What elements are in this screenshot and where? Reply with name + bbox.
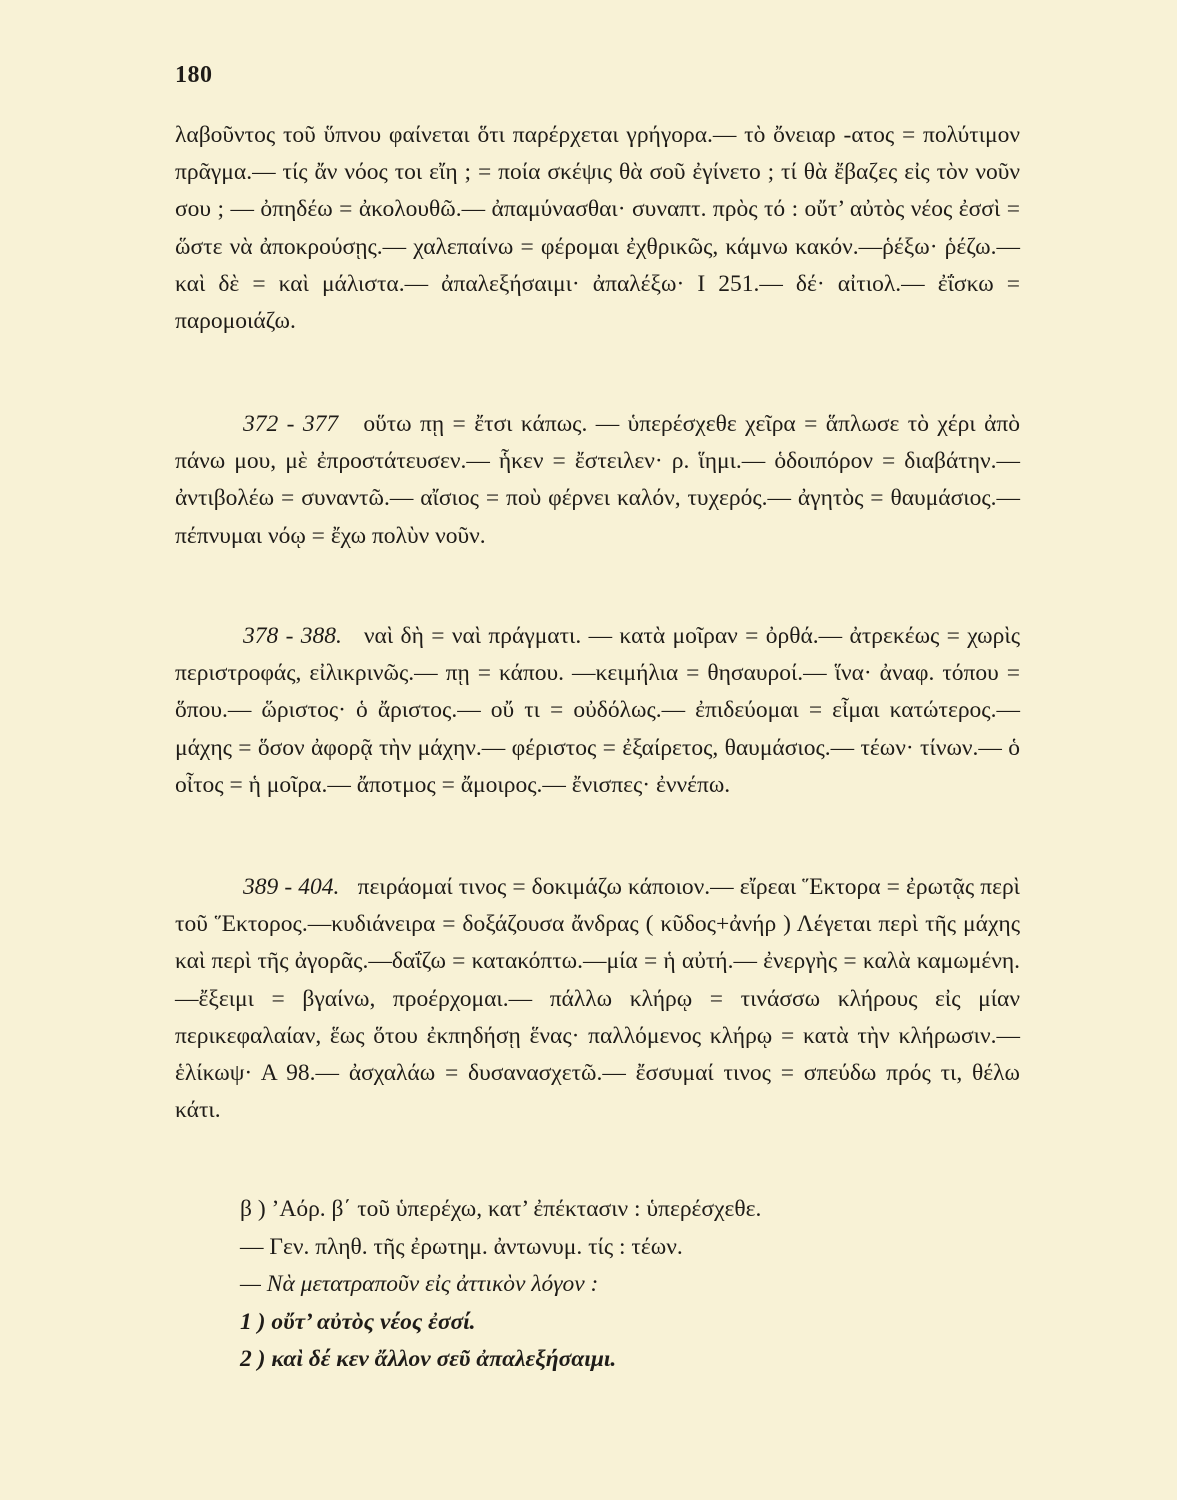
paragraph-text: πειράομαί τινος = δοκιμάζω κάποιον.— εἴρεαι Ἕκτορα = ἐρωτᾷς περὶ τοῦ Ἕκτορος.—κυδιάνειρα = δοξάζουσα ἄνδρας ( κῦδος+ἀνήρ ) Λέγεται περὶ τῆς μάχης καὶ περὶ τῆς ἀγορᾶς.—δαΐζω = κατακόπτω.—μία = ἡ αὐτή.— ἐνεργὴς = καλὰ καμωμένη. —ἔξειμι = βγαίνω, προέρχομαι.— πάλλω κλήρῳ = τινάσσω κλήρους εἰς μίαν περικεφαλαίαν, ἕως ὅτου ἐκπηδήσῃ ἕνας· παλλόμενος κλήρῳ = κατὰ τὴν κλήρωσιν.— ἑλίκωψ· Α 98.— ἀσχαλάω = δυσανασχετῶ.— ἔσσυμαί τινος = σπεύδω πρός τι, θέλω κάτι. (175, 874, 1020, 1124)
note-line: — Νὰ μετατραποῦν εἰς ἀττικὸν λόγον : (240, 1271, 599, 1297)
page-number: 180 (175, 62, 213, 88)
grammar-notes (240, 1191, 761, 1379)
paragraph-commentary-2 (175, 406, 1020, 555)
paragraph-commentary-3 (175, 618, 1020, 804)
note-line: 2 ) καὶ δέ κεν ἄλλον σεῦ ἀπαλεξήσαιμι. (240, 1346, 617, 1372)
paragraph-commentary-4 (175, 869, 1020, 1129)
note-line: β ) ’Αόρ. β΄ τοῦ ὑπερέχω, κατ’ ἐπέκτασιν : ὑπερέσχεθε. (240, 1196, 762, 1222)
verse-range: 378 - 388. (243, 623, 342, 649)
paragraph-commentary-1 (175, 117, 1020, 340)
paragraph-text: λαβοῦντος τοῦ ὕπνου φαίνεται ὅτι παρέρχεται γρήγορα.— τὸ ὄνειαρ -ατος = πολύτιμον πρᾶγμα.— τίς ἄν νόος τοι εἴη ; = ποία σκέψις θὰ σοῦ ἐγίνετο ; τί θὰ ἔβαζες εἰς τὸν νοῦν σου ; — ὀπηδέω = ἀκολουθῶ.— ἀπαμύνασθαι· συναπτ. πρὸς τό : οὔτ’ αὐτὸς νέος ἐσσὶ = ὥστε νὰ ἀποκρούσῃς.— χαλεπαίνω = φέρομαι ἐχθρικῶς, κάμνω κακόν.—ῥέξω· ῥέζω.— καὶ δὲ = καὶ μάλιστα.— ἀπαλεξήσαιμι· ἀπαλέξω· Ι 251.— δέ· αἰτιολ.— ἐΐσκω = παρομοιάζω. (175, 122, 1020, 335)
paragraph-text: ναὶ δὴ = ναὶ πράγματι. — κατὰ μοῖραν = ὀρθά.— ἀτρεκέως = χωρὶς περιστροφάς, εἰλικρινῶς.— πῃ = κάπου. —κειμήλια = θησαυροί.— ἵνα· ἀναφ. τόπου = ὅπου.— ὥριστος· ὁ ἄριστος.— οὔ τι = οὐδόλως.— ἐπιδεύομαι = εἶμαι κατώτερος.— μάχης = ὅσον ἀφορᾷ τὴν μάχην.— φέριστος = ἐξαίρετος, θαυμάσιος.— τέων· τίνων.— ὁ οἶτος = ἡ μοῖρα.— ἄποτμος = ἄμοιρος.— ἔνισπες· ἐννέπω. (175, 623, 1021, 798)
verse-range: 389 - 404. (243, 874, 340, 900)
note-line: — Γεν. πληθ. τῆς ἐρωτημ. ἀντωνυμ. τίς : τέων. (240, 1233, 683, 1260)
verse-range: 372 - 377 (243, 411, 339, 437)
note-line: 1 ) οὔτ’ αὐτὸς νέος ἐσσί. (240, 1308, 476, 1335)
paragraph-text: οὕτω πῃ = ἔτσι κάπως. — ὑπερέσχεθε χεῖρα = ἅπλωσε τὸ χέρι ἀπὸ πάνω μου, μὲ ἐπροστάτευσεν.— ἧκεν = ἔστειλεν· ρ. ἵημι.— ὁδοιπόρον = διαβάτην.— ἀντιβολέω = συναντῶ.— αἴσιος = ποὺ φέρνει καλόν, τυχερός.— ἀγητὸς = θαυμάσιος.— πέπνυμαι νόῳ = ἔχω πολὺν νοῦν. (175, 411, 1021, 549)
